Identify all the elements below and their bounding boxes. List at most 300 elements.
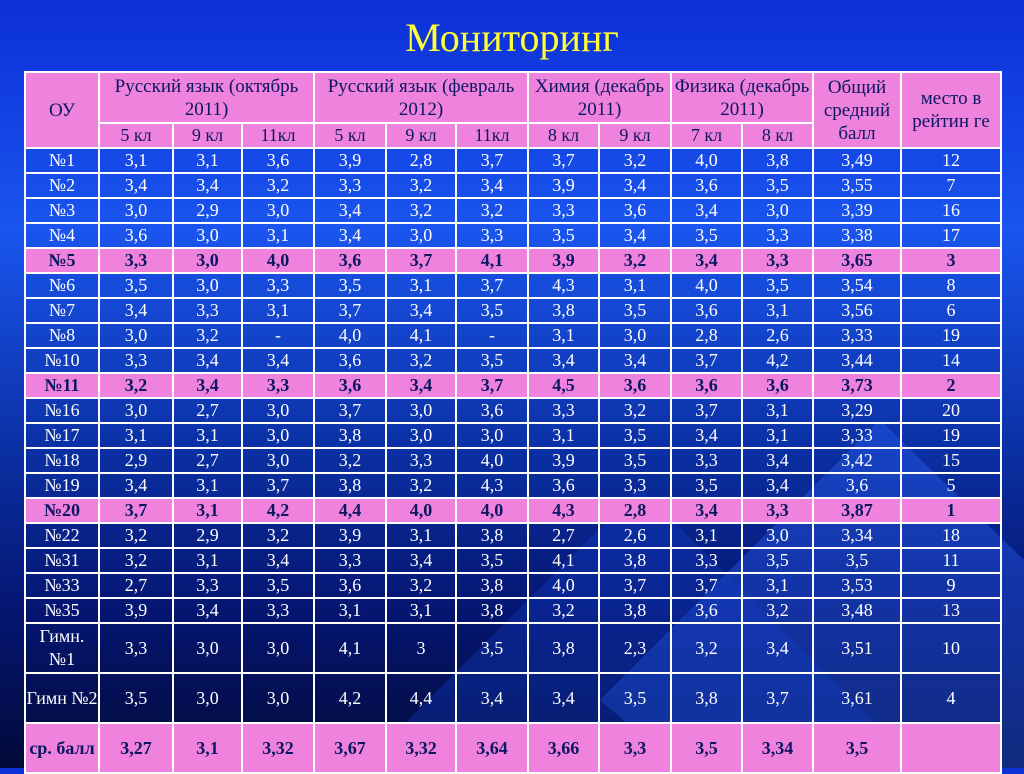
value-cell: 5 (901, 473, 1001, 498)
value-cell: 3,42 (813, 448, 901, 473)
school-cell: №18 (25, 448, 99, 473)
value-cell: 3,0 (173, 673, 242, 723)
value-cell: 3,1 (742, 573, 813, 598)
average-cell: 3,3 (599, 723, 671, 773)
table-row (25, 573, 1001, 598)
school-cell: №5 (25, 248, 99, 273)
value-cell: 3,7 (99, 498, 173, 523)
value-cell: 3,3 (599, 473, 671, 498)
school-cell: №6 (25, 273, 99, 298)
header-grade-10: 8 кл (742, 123, 813, 148)
value-cell: 3,6 (314, 348, 386, 373)
value-cell: 3,4 (528, 673, 599, 723)
value-cell: 3 (386, 623, 456, 673)
value-cell: 3,4 (386, 373, 456, 398)
value-cell: 3,1 (742, 423, 813, 448)
value-cell: 3,3 (528, 198, 599, 223)
value-cell: 2,8 (386, 148, 456, 173)
value-cell: 2,7 (173, 398, 242, 423)
value-cell: 3,8 (528, 298, 599, 323)
value-cell: 3,49 (813, 148, 901, 173)
table-row (25, 623, 1001, 673)
header-grade-8: 9 кл (599, 123, 671, 148)
value-cell: 3,1 (386, 598, 456, 623)
value-cell: 3,1 (742, 398, 813, 423)
header-subject-2: Русский язык (февраль 2012) (314, 72, 528, 123)
value-cell: 3,5 (314, 273, 386, 298)
value-cell: 3,3 (99, 248, 173, 273)
average-cell: 3,32 (242, 723, 314, 773)
value-cell: 4,2 (242, 498, 314, 523)
average-cell: 3,27 (99, 723, 173, 773)
value-cell: 3,4 (314, 198, 386, 223)
value-cell: 3,5 (456, 298, 528, 323)
school-cell: №35 (25, 598, 99, 623)
school-cell: №20 (25, 498, 99, 523)
value-cell: 3,0 (386, 223, 456, 248)
value-cell: 3,1 (742, 298, 813, 323)
value-cell: 3,4 (742, 448, 813, 473)
value-cell: 19 (901, 423, 1001, 448)
value-cell: 2,7 (173, 448, 242, 473)
value-cell: 3,2 (173, 323, 242, 348)
value-cell: 3,6 (671, 598, 742, 623)
value-cell: 3,5 (599, 423, 671, 448)
average-cell: 3,1 (173, 723, 242, 773)
value-cell: 3,4 (671, 423, 742, 448)
average-cell (901, 723, 1001, 773)
value-cell: 3,3 (99, 348, 173, 373)
value-cell: 4,0 (242, 248, 314, 273)
value-cell: 3,6 (742, 373, 813, 398)
header-grade-1: 5 кл (99, 123, 173, 148)
value-cell: 4,0 (386, 498, 456, 523)
table-row (25, 423, 1001, 448)
value-cell: 3,4 (599, 348, 671, 373)
value-cell: 3,3 (314, 173, 386, 198)
value-cell: 3,65 (813, 248, 901, 273)
value-cell: 3,6 (314, 373, 386, 398)
value-cell: 3,4 (742, 623, 813, 673)
value-cell: 3,8 (599, 548, 671, 573)
value-cell: 3,7 (742, 673, 813, 723)
value-cell: 3,2 (242, 173, 314, 198)
value-cell: 3,6 (242, 148, 314, 173)
value-cell: 3,2 (386, 573, 456, 598)
table-row (25, 473, 1001, 498)
value-cell: 3,0 (386, 423, 456, 448)
value-cell: 3,2 (314, 448, 386, 473)
table-row (25, 548, 1001, 573)
table-row (25, 323, 1001, 348)
value-cell: 3,2 (386, 173, 456, 198)
value-cell: 3,5 (599, 673, 671, 723)
value-cell: 3,5 (742, 273, 813, 298)
value-cell: 3,0 (242, 398, 314, 423)
value-cell: 4,1 (314, 623, 386, 673)
value-cell: 3,4 (173, 598, 242, 623)
value-cell: 3,4 (242, 548, 314, 573)
value-cell: 3,4 (742, 473, 813, 498)
value-cell: 3,0 (742, 523, 813, 548)
header-ou: ОУ (25, 72, 99, 148)
header-grade-7: 8 кл (528, 123, 599, 148)
value-cell: 3,1 (671, 523, 742, 548)
value-cell: 3,0 (173, 273, 242, 298)
value-cell: 3,33 (813, 323, 901, 348)
value-cell: 3,3 (173, 298, 242, 323)
value-cell: 1 (901, 498, 1001, 523)
table-row (25, 248, 1001, 273)
table-row (25, 373, 1001, 398)
average-cell: 3,64 (456, 723, 528, 773)
value-cell: 3,8 (599, 598, 671, 623)
value-cell: 12 (901, 148, 1001, 173)
value-cell: 3,8 (314, 473, 386, 498)
value-cell: 2,9 (99, 448, 173, 473)
school-cell: №3 (25, 198, 99, 223)
value-cell: 17 (901, 223, 1001, 248)
value-cell: 4,1 (386, 323, 456, 348)
value-cell: 3,2 (99, 548, 173, 573)
value-cell: 3,34 (813, 523, 901, 548)
value-cell: 4,0 (528, 573, 599, 598)
value-cell: 3,2 (242, 523, 314, 548)
value-cell: 3,4 (314, 223, 386, 248)
value-cell: 4,2 (742, 348, 813, 373)
value-cell: 3,4 (242, 348, 314, 373)
value-cell: 3,2 (528, 598, 599, 623)
value-cell: 4,3 (528, 273, 599, 298)
value-cell: 3,4 (599, 173, 671, 198)
value-cell: 3,3 (671, 548, 742, 573)
value-cell: 3,4 (671, 248, 742, 273)
value-cell: 3,2 (386, 198, 456, 223)
table-row (25, 173, 1001, 198)
value-cell: 3,1 (599, 273, 671, 298)
value-cell: 3,56 (813, 298, 901, 323)
school-cell: Гимн №2 (25, 673, 99, 723)
value-cell: 3,6 (813, 473, 901, 498)
value-cell: 3,4 (671, 498, 742, 523)
value-cell: 4,0 (671, 148, 742, 173)
average-cell: 3,66 (528, 723, 599, 773)
value-cell: 3,6 (528, 473, 599, 498)
value-cell: 4,3 (528, 498, 599, 523)
value-cell: 11 (901, 548, 1001, 573)
value-cell: 10 (901, 623, 1001, 673)
value-cell: 3,8 (456, 523, 528, 548)
value-cell: 3,33 (813, 423, 901, 448)
value-cell: 3,44 (813, 348, 901, 373)
value-cell: 3,1 (173, 473, 242, 498)
value-cell: 3,3 (314, 548, 386, 573)
school-cell: №22 (25, 523, 99, 548)
value-cell: 4,3 (456, 473, 528, 498)
value-cell: 3,1 (386, 273, 456, 298)
header-grade-3: 11кл (242, 123, 314, 148)
table-row (25, 148, 1001, 173)
value-cell: 3,4 (99, 473, 173, 498)
value-cell: 3,7 (314, 398, 386, 423)
value-cell: 4,1 (528, 548, 599, 573)
value-cell: 3,5 (242, 573, 314, 598)
value-cell: 3,61 (813, 673, 901, 723)
value-cell: 3,0 (173, 223, 242, 248)
value-cell: 3,7 (528, 148, 599, 173)
value-cell: 3,2 (99, 373, 173, 398)
value-cell: 3,6 (671, 373, 742, 398)
value-cell: 13 (901, 598, 1001, 623)
value-cell: 3,1 (528, 423, 599, 448)
value-cell: 3,3 (242, 273, 314, 298)
value-cell: 3,4 (173, 348, 242, 373)
value-cell: 3,5 (599, 448, 671, 473)
value-cell: 3,4 (99, 173, 173, 198)
average-cell: 3,34 (742, 723, 813, 773)
value-cell: 3,2 (99, 523, 173, 548)
table-row (25, 398, 1001, 423)
value-cell: 3,7 (599, 573, 671, 598)
value-cell: 8 (901, 273, 1001, 298)
header-grade-6: 11кл (456, 123, 528, 148)
value-cell: 3,6 (599, 373, 671, 398)
value-cell: 3,1 (173, 498, 242, 523)
value-cell: 3,5 (671, 473, 742, 498)
value-cell: 2,6 (742, 323, 813, 348)
value-cell: 3,0 (599, 323, 671, 348)
header-grade-5: 9 кл (386, 123, 456, 148)
value-cell: 4,2 (314, 673, 386, 723)
value-cell: 3,8 (528, 623, 599, 673)
value-cell: 3,7 (671, 398, 742, 423)
header-average: Общий средний балл (813, 72, 901, 148)
value-cell: 3,4 (173, 173, 242, 198)
school-cell: №4 (25, 223, 99, 248)
value-cell: 3,3 (99, 623, 173, 673)
school-cell: №33 (25, 573, 99, 598)
value-cell: 3,51 (813, 623, 901, 673)
value-cell: 3,4 (386, 548, 456, 573)
value-cell: 3,0 (99, 323, 173, 348)
header-subject-1: Русский язык (октябрь 2011) (99, 72, 314, 123)
value-cell: 3,1 (242, 223, 314, 248)
value-cell: 3,54 (813, 273, 901, 298)
value-cell: 2,7 (99, 573, 173, 598)
value-cell: 3,6 (314, 573, 386, 598)
value-cell: 3,2 (671, 623, 742, 673)
value-cell: 2,8 (599, 498, 671, 523)
value-cell: 19 (901, 323, 1001, 348)
header-grade-2: 9 кл (173, 123, 242, 148)
value-cell: 3,3 (456, 223, 528, 248)
value-cell: 3,9 (528, 173, 599, 198)
value-cell: 3,4 (671, 198, 742, 223)
value-cell: 3,0 (386, 398, 456, 423)
value-cell: 2,9 (173, 523, 242, 548)
value-cell: 3,5 (456, 623, 528, 673)
value-cell: 3,1 (173, 548, 242, 573)
value-cell: 3,3 (742, 498, 813, 523)
header-grade-4: 5 кл (314, 123, 386, 148)
school-cell: Гимн. №1 (25, 623, 99, 673)
value-cell: 3,1 (99, 148, 173, 173)
value-cell: 3,1 (528, 323, 599, 348)
value-cell: 4,0 (314, 323, 386, 348)
value-cell: 2 (901, 373, 1001, 398)
school-cell: №31 (25, 548, 99, 573)
value-cell: 3,6 (456, 398, 528, 423)
value-cell: 3,48 (813, 598, 901, 623)
header-grade-9: 7 кл (671, 123, 742, 148)
value-cell: 3,0 (242, 673, 314, 723)
value-cell: 3,87 (813, 498, 901, 523)
value-cell: 3,3 (742, 223, 813, 248)
school-cell: №7 (25, 298, 99, 323)
value-cell: 3,73 (813, 373, 901, 398)
value-cell: 3,7 (314, 298, 386, 323)
value-cell: 3,2 (599, 398, 671, 423)
value-cell: 15 (901, 448, 1001, 473)
value-cell: 3,7 (386, 248, 456, 273)
value-cell: 3,0 (242, 423, 314, 448)
value-cell: 3,6 (99, 223, 173, 248)
value-cell: 3,9 (528, 248, 599, 273)
average-row (25, 723, 1001, 773)
table-row (25, 498, 1001, 523)
value-cell: 3,0 (99, 398, 173, 423)
value-cell: 3,2 (599, 248, 671, 273)
value-cell: 3,3 (173, 573, 242, 598)
table-row (25, 673, 1001, 723)
value-cell: 3,0 (242, 448, 314, 473)
value-cell: 7 (901, 173, 1001, 198)
value-cell: 3,5 (99, 673, 173, 723)
table-row (25, 198, 1001, 223)
value-cell: 6 (901, 298, 1001, 323)
value-cell: 3,29 (813, 398, 901, 423)
value-cell: 3,0 (173, 623, 242, 673)
value-cell: 2,3 (599, 623, 671, 673)
value-cell: 3,5 (456, 348, 528, 373)
value-cell: 3,7 (671, 573, 742, 598)
value-cell: 16 (901, 198, 1001, 223)
school-cell: №8 (25, 323, 99, 348)
value-cell: 3,5 (813, 548, 901, 573)
value-cell: 3,4 (599, 223, 671, 248)
value-cell: 3,4 (528, 348, 599, 373)
value-cell: 20 (901, 398, 1001, 423)
table-row (25, 273, 1001, 298)
value-cell: 3,4 (456, 173, 528, 198)
value-cell: 3,5 (599, 298, 671, 323)
table-row (25, 348, 1001, 373)
header-rank: место в рейтин ге (901, 72, 1001, 148)
value-cell: 3,7 (456, 148, 528, 173)
school-cell: №10 (25, 348, 99, 373)
value-cell: 3,5 (99, 273, 173, 298)
value-cell: 2,6 (599, 523, 671, 548)
value-cell: 3,39 (813, 198, 901, 223)
value-cell: 3,1 (242, 298, 314, 323)
value-cell: 3,5 (742, 173, 813, 198)
value-cell: 3,8 (742, 148, 813, 173)
value-cell: 3,5 (456, 548, 528, 573)
value-cell: 3,3 (242, 598, 314, 623)
page-title: Мониторинг (405, 15, 619, 60)
value-cell: 3,4 (99, 298, 173, 323)
value-cell: 4,0 (456, 498, 528, 523)
table-row (25, 448, 1001, 473)
value-cell: 3,1 (99, 423, 173, 448)
value-cell: 3,38 (813, 223, 901, 248)
value-cell: 3,9 (99, 598, 173, 623)
value-cell: 3,3 (242, 373, 314, 398)
value-cell: 3,3 (742, 248, 813, 273)
value-cell: 3,4 (173, 373, 242, 398)
school-cell: №2 (25, 173, 99, 198)
value-cell: 3,2 (386, 348, 456, 373)
value-cell: 3,6 (599, 198, 671, 223)
value-cell: 18 (901, 523, 1001, 548)
value-cell: 3,1 (173, 423, 242, 448)
value-cell: 3,0 (173, 248, 242, 273)
value-cell: 3,7 (456, 273, 528, 298)
value-cell: 2,9 (173, 198, 242, 223)
value-cell: 3,2 (386, 473, 456, 498)
table-row (25, 598, 1001, 623)
value-cell: 4,4 (314, 498, 386, 523)
school-cell: №19 (25, 473, 99, 498)
header-subject-3: Химия (декабрь 2011) (528, 72, 671, 123)
value-cell: 3,0 (742, 198, 813, 223)
value-cell: 3,8 (456, 598, 528, 623)
value-cell: 4 (901, 673, 1001, 723)
value-cell: 3,7 (242, 473, 314, 498)
value-cell: - (242, 323, 314, 348)
value-cell: 3,8 (314, 423, 386, 448)
value-cell: 3,1 (386, 523, 456, 548)
value-cell: 3,3 (528, 398, 599, 423)
average-cell: 3,5 (671, 723, 742, 773)
table-row (25, 223, 1001, 248)
average-cell: 3,32 (386, 723, 456, 773)
value-cell: - (456, 323, 528, 348)
value-cell: 2,7 (528, 523, 599, 548)
value-cell: 4,0 (456, 448, 528, 473)
value-cell: 3,7 (456, 373, 528, 398)
value-cell: 2,8 (671, 323, 742, 348)
value-cell: 3,6 (314, 248, 386, 273)
value-cell: 3 (901, 248, 1001, 273)
monitoring-table (24, 71, 1002, 774)
average-label: ср. балл (25, 723, 99, 773)
value-cell: 4,1 (456, 248, 528, 273)
value-cell: 3,2 (742, 598, 813, 623)
header-subject-4: Физика (декабрь 2011) (671, 72, 813, 123)
value-cell: 4,5 (528, 373, 599, 398)
value-cell: 3,2 (456, 198, 528, 223)
school-cell: №11 (25, 373, 99, 398)
value-cell: 3,9 (528, 448, 599, 473)
school-cell: №17 (25, 423, 99, 448)
value-cell: 3,0 (242, 198, 314, 223)
average-cell: 3,67 (314, 723, 386, 773)
value-cell: 3,7 (671, 348, 742, 373)
value-cell: 3,6 (671, 298, 742, 323)
value-cell: 3,4 (456, 673, 528, 723)
school-cell: №16 (25, 398, 99, 423)
